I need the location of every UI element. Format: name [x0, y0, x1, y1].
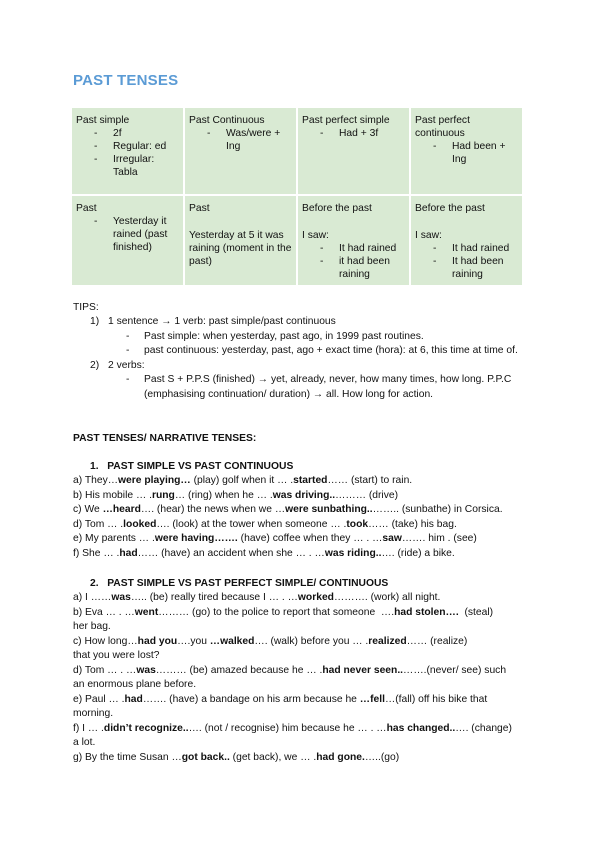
section-2-heading [90, 577, 388, 592]
exercise-line [73, 620, 533, 635]
exercise-line [73, 649, 533, 664]
answer-text: has changed.. [386, 722, 456, 734]
cell-heading: Past perfect continuous [415, 115, 470, 139]
exercise-text: (have) coffee when they … . … [237, 533, 383, 544]
exercise-text: a lot. [73, 737, 96, 748]
exercise-text: ………. (work) all night. [333, 592, 441, 603]
cell-heading: Past simple [76, 115, 130, 126]
table-cell [411, 108, 524, 196]
exercise-line [73, 503, 533, 518]
cell-subhead: I saw: [415, 230, 442, 241]
answer-text: were sunbathing.. [285, 504, 373, 515]
section-number: 2. [90, 578, 99, 589]
exercise-text: …. (hear) the news when we … [140, 504, 286, 515]
answer-text: had [124, 693, 143, 705]
exercise-text: g) By the time Susan … [73, 751, 182, 763]
exercise-text: …. (not / recognise) him because he … . … [188, 722, 387, 734]
cell-subhead: I saw: [302, 230, 329, 241]
exercise-line [73, 678, 533, 693]
answer-text: had you [137, 635, 178, 647]
cell-list [189, 127, 292, 153]
exercise-text: …. (ride) a bike. [381, 547, 455, 559]
list-item: - Had + 3f [302, 127, 405, 140]
list-item: - It had been raining [415, 255, 518, 281]
list-item: - It had rained [302, 242, 405, 255]
exercise-text: …… (start) to rain. [327, 475, 413, 486]
tip-text: 1 sentence → 1 verb: past simple/past continuous [108, 316, 336, 327]
exercise-text: a) They… [73, 475, 119, 486]
list-item: - Had been + Ing [415, 140, 518, 166]
list-item: - Regular: ed [76, 140, 179, 153]
table-cell [411, 196, 524, 287]
tip-subitem [90, 373, 530, 402]
exercise-text: d) Tom … . … [73, 664, 137, 676]
answer-text: …fell [359, 693, 385, 705]
table-cell [72, 196, 185, 287]
exercise-text: e) Paul … . [73, 693, 125, 705]
exercise-line [73, 707, 533, 722]
tips-list [90, 315, 530, 402]
table-cell [298, 196, 411, 287]
cell-list [415, 140, 518, 166]
narrative-heading: PAST TENSES/ NARRATIVE TENSES: [73, 433, 257, 444]
answer-text: took [346, 518, 369, 530]
exercise-text: …… (realize) [406, 635, 468, 647]
answer-text: were having……. [154, 533, 238, 544]
list-item: - It had rained [415, 242, 518, 255]
exercise-text: ……… (go) to the police to report that someone …. [158, 606, 395, 618]
exercise-text: …..(go) [364, 751, 400, 763]
answer-text: started [293, 475, 328, 486]
answer-text: had gone. [316, 751, 365, 763]
answer-text: rung [151, 489, 175, 501]
answer-text: didn’t recognize.. [103, 722, 189, 734]
cell-heading: Past [76, 203, 97, 214]
exercise-text: an enormous plane before. [73, 679, 197, 690]
exercise-text: (play) golf when it … . [190, 475, 294, 486]
page-title: PAST TENSES [73, 72, 179, 89]
exercise-line [73, 606, 533, 621]
cell-list [302, 242, 405, 281]
exercise-text: c) How long… [73, 635, 138, 647]
table-cell [298, 108, 411, 196]
exercise-text: b) His mobile … . [73, 489, 152, 501]
tip-subtext: past continuous: yesterday, past, ago + exact time (hora): at 6, this time at time of. [144, 345, 518, 356]
cell-heading: Before the past [302, 203, 372, 214]
answer-text: was driving.. [272, 489, 336, 501]
answer-text: was [111, 592, 131, 603]
tip-subtext: Past S + P.P.S (finished) → yet, already, never, how many times, how long. P.P.C (emphasising continuation/ duration) → all. How long for action. [144, 374, 512, 400]
answer-text: were playing… [118, 475, 191, 486]
table-row [72, 196, 524, 287]
exercise-text: …. (walk) before you … . [254, 635, 369, 647]
section-number: 1. [90, 461, 99, 472]
answer-text: had stolen…. [394, 606, 459, 618]
exercise-line [73, 532, 533, 547]
section-title: PAST SIMPLE VS PAST PERFECT SIMPLE/ CONTINUOUS [107, 578, 389, 589]
exercise-text: … (ring) when he … . [174, 489, 273, 501]
exercise-text: …… (have) an accident when she … . … [137, 547, 325, 559]
exercise-text: …….. (sunbathe) in Corsica. [372, 504, 503, 515]
table-cell [72, 108, 185, 196]
answer-text: was [136, 664, 156, 676]
tip-number: 1) [90, 316, 100, 327]
tip-text: 2 verbs: [108, 359, 145, 371]
exercise-text: d) Tom … . [73, 518, 124, 530]
exercise-text: …(fall) off his bike that [384, 693, 488, 705]
cell-list [415, 242, 518, 281]
cell-heading: Past perfect simple [302, 115, 390, 126]
cell-list [76, 127, 179, 179]
answer-text: was riding.. [324, 547, 382, 559]
section-2-exercises [73, 591, 533, 765]
exercise-text: f) She … . [73, 547, 120, 559]
tip-subtext: Past simple: when yesterday, past ago, in 1999 past routines. [144, 330, 424, 342]
exercise-text: …. (change) [455, 722, 512, 734]
table-row [72, 108, 524, 196]
dash-bullet: - [126, 345, 130, 356]
exercise-line [73, 489, 533, 504]
exercise-line [73, 722, 533, 737]
exercise-line [73, 518, 533, 533]
exercise-text: ….you [177, 635, 210, 647]
cell-list [76, 215, 179, 254]
exercise-text: ……… (be) amazed because he … . [155, 664, 323, 676]
exercise-text: that you were lost? [73, 650, 160, 661]
exercise-text: (get back), we … . [229, 751, 317, 763]
list-item: - it had been raining [302, 255, 405, 281]
exercise-text: ….. (be) really tired because I … . … [130, 592, 298, 603]
section-title: PAST SIMPLE VS PAST CONTINUOUS [107, 461, 294, 472]
list-item: - Was/were + Ing [189, 127, 292, 153]
exercise-line [73, 693, 533, 708]
tips-label: TIPS: [73, 302, 99, 313]
cell-heading: Past [189, 203, 210, 214]
tip-subitem [90, 330, 530, 345]
exercise-line [73, 635, 533, 650]
exercise-text: ……. him . (see) [401, 533, 477, 544]
section-1-exercises [73, 474, 533, 561]
tip-number: 2) [90, 359, 100, 371]
tip-item [90, 315, 530, 330]
exercise-line [73, 751, 533, 766]
dash-bullet: - [126, 330, 130, 342]
tip-item [90, 359, 530, 374]
list-item: - Irregular: Tabla [76, 153, 179, 179]
cell-list [302, 127, 405, 140]
cell-heading: Before the past [415, 203, 485, 214]
exercise-text: e) My parents … . [73, 533, 155, 544]
section-1-heading [90, 460, 293, 475]
table-cell [185, 196, 298, 287]
answer-text: got back.. [181, 751, 230, 763]
exercise-line [73, 547, 533, 562]
answer-text: had [119, 547, 138, 559]
exercise-text: her bag. [73, 621, 111, 632]
exercise-text: a) I …… [73, 592, 112, 603]
answer-text: realized [368, 635, 407, 647]
exercise-text: f) I … . [73, 722, 104, 734]
exercise-text: …….(never/ see) such [403, 664, 507, 676]
cell-text: Yesterday at 5 it was raining (moment in the past) [189, 230, 292, 267]
answer-text: saw [382, 533, 402, 544]
table-cell [185, 108, 298, 196]
exercise-line [73, 736, 533, 751]
tenses-table [72, 108, 524, 287]
answer-text: …heard [102, 504, 141, 515]
answer-text: worked [297, 592, 334, 603]
exercise-text: b) Eva … . … [73, 606, 135, 618]
answer-text: went [134, 606, 159, 618]
exercise-line [73, 474, 533, 489]
exercise-text: ……. (have) a bandage on his arm because he [142, 693, 360, 705]
exercise-text: …… (take) his bag. [368, 518, 457, 530]
exercise-text: …. (look) at the tower when someone … . [156, 518, 347, 530]
list-item: - Yesterday it rained (past finished) [76, 215, 179, 254]
answer-text: had never seen.. [322, 664, 404, 676]
exercise-line [73, 591, 533, 606]
answer-text: looked [123, 518, 157, 530]
exercise-text: c) We [73, 504, 103, 515]
exercise-line [73, 664, 533, 679]
exercise-text: (steal) [458, 606, 494, 618]
list-item: - 2f [76, 127, 179, 140]
cell-heading: Past Continuous [189, 115, 265, 126]
dash-bullet: - [126, 374, 130, 385]
answer-text: …walked [209, 635, 255, 647]
exercise-text: morning. [73, 708, 114, 719]
tip-subitem [90, 344, 530, 359]
exercise-text: ……… (drive) [335, 489, 399, 501]
